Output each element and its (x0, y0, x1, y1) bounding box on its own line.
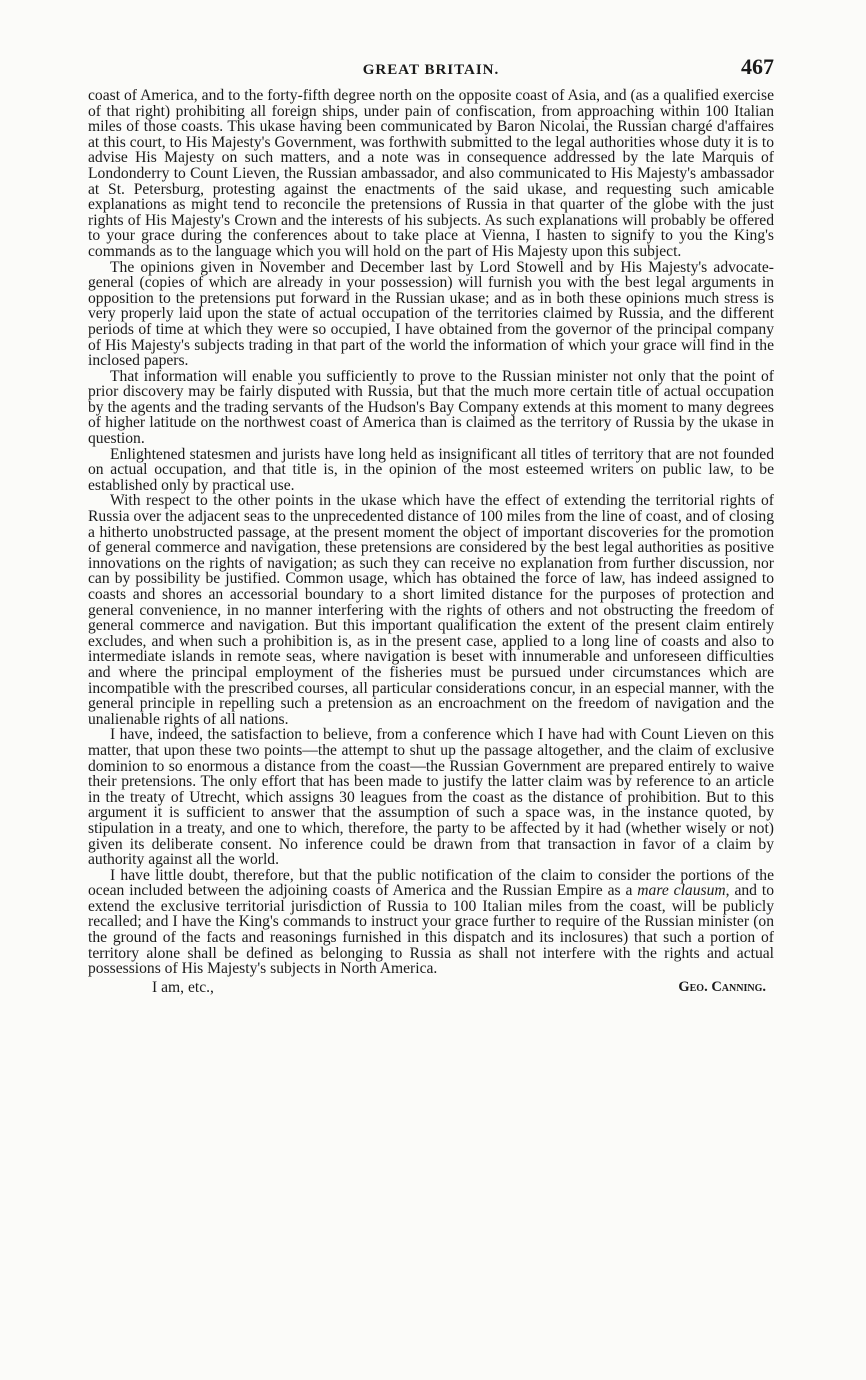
running-title: GREAT BRITAIN. (362, 62, 500, 78)
paragraph (88, 260, 774, 369)
closing (88, 979, 774, 999)
page-number: 467 (741, 54, 774, 79)
paragraph (88, 493, 774, 727)
paragraph (88, 868, 774, 977)
salutation: I am, etc., (152, 978, 214, 996)
paragraph-text: coast of America, and to the forty-fifth degree north on the opposite coast of Asia, and (as a qualified exercise of that right) prohibiting all foreign ships, under pain of confiscation, from approaching within 100 Italian miles of those coasts. This ukase having been communicated by Baron Nicolai, the Russian chargé d'affaires at this court, to His Majesty's Government, was forthwith submitted to the legal authorities whose duty it is to advise His Majesty on such matters, and a note was in consequence addressed by the late Marquis of Londonderry to Count Lieven, the Russian ambassador, and also communicated to His Majesty's ambassador at St. Petersburg, protesting against the enactments of the said ukase, and requesting such amicable explanations as might tend to reconcile the pretensions of Russia in that quarter of the globe with the just rights of His Majesty's Crown and the interests of his subjects. As such explanations will probably be offered to your grace during the conferences about to take place at Vienna, I hasten to signify to you the King's commands as to the language which you will hold on the part of His Majesty upon this subject. (88, 87, 774, 260)
body-text (88, 88, 774, 977)
paragraph-text: The opinions given in November and December last by Lord Stowell and by His Majesty's advocate-general (copies of which are already in your possession) will furnish you with the best legal arguments in opposition to the pretensions put forward in the Russian ukase; and as in both these opinions much stress is very properly laid upon the state of actual occupation of the territories claimed by Russia, and the different periods of time at which they were so occupied, I have obtained from the governor of the principal company of His Majesty's subjects trading in that part of the world the information of which your grace will find in the inclosed papers. (88, 258, 774, 370)
document-page (88, 52, 774, 999)
paragraph-text: , and to extend the exclusive territorial jurisdiction of Russia to 100 Italian miles from the coast, will be publicly recalled; and I have the King's commands to instruct your grace further to require of the Russian minister (on the ground of the facts and reasonings furnished in this dispatch and its inclosures) that such a portion of territory alone shall be defined as belonging to Russia as shall not interfere with the rights and actual possessions of His Majesty's subjects in North America. (88, 882, 775, 978)
paragraph-text: With respect to the other points in the ukase which have the effect of extending the territorial rights of Russia over the adjacent seas to the unprecedented distance of 100 miles from the line of coast, and of closing a hitherto unobstructed passage, at the present moment the object of important discoveries for the promotion of general commerce and navigation, these pretensions are considered by the best legal authorities as positive innovations on the rights of navigation; as such they can receive no explanation from further discussion, nor can by possibility be justified. Common usage, which has obtained the force of law, has indeed assigned to coasts and shores an accessorial boundary to a short limited distance for the purposes of protection and general convenience, in no manner interfering with the rights of others and not obstructing the freedom of general commerce and navigation. But this important qualification the extent of the present claim entirely excludes, and when such a prohibition is, as in the present case, applied to a long line of coasts and also to intermediate islands in remote seas, where navigation is beset with innumerable and unforeseen difficulties and where the principal employment of the fisheries must be pursued under circumstances which are incompatible with the prescribed courses, all particular considerations concur, in an especial manner, with the general principle in repelling such a pretension as an encroachment on the freedom of navigation and the unalienable rights of all nations. (88, 492, 774, 728)
paragraph-text: Enlightened statesmen and jurists have long held as insignificant all titles of territory that are not founded on actual occupation, and that title is, in the opinion of the most esteemed writers on public law, to be established only by practical use. (88, 445, 774, 494)
signature: Geo. Canning. (678, 978, 766, 995)
paragraph (88, 369, 774, 447)
paragraph (88, 88, 774, 260)
paragraph-text: I have, indeed, the satisfaction to believe, from a conference which I have had with Count Lieven on this matter, that upon these two points—the attempt to shut up the passage altogether, and the claim of exclusive dominion to so enormous a distance from the coast—the Russian Government are prepared entirely to waive their pretensions. The only effort that has been made to justify the latter claim was by reference to an article in the treaty of Utrecht, which assigns 30 leagues from the coast as the distance of prohibition. But to this argument it is sufficient to answer that the assumption of such a space was, in the instance quoted, by stipulation in a treaty, and one to which, therefore, the party to be affected by it had (whether wisely or not) given its deliberate consent. No inference could be drawn from that transaction in favor of a claim by authority against all the world. (88, 726, 774, 869)
page-header (88, 52, 774, 88)
paragraph-text: I have little doubt, therefore, but that the public notification of the claim to consider the portions of the ocean included between the adjoining coasts of America and the Russian Empire as a (88, 866, 774, 900)
italic-phrase: mare clausum (637, 882, 726, 900)
paragraph (88, 447, 774, 494)
paragraph-text: That information will enable you sufficiently to prove to the Russian minister not only that the point of prior discovery may be fairly disputed with Russia, but that the much more certain title of actual occupation by the agents and the trading servants of the Hudson's Bay Company extends at this moment to many degrees of higher latitude on the northwest coast of America than is claimed as the territory of Russia by the ukase in question. (88, 367, 774, 448)
paragraph (88, 727, 774, 867)
